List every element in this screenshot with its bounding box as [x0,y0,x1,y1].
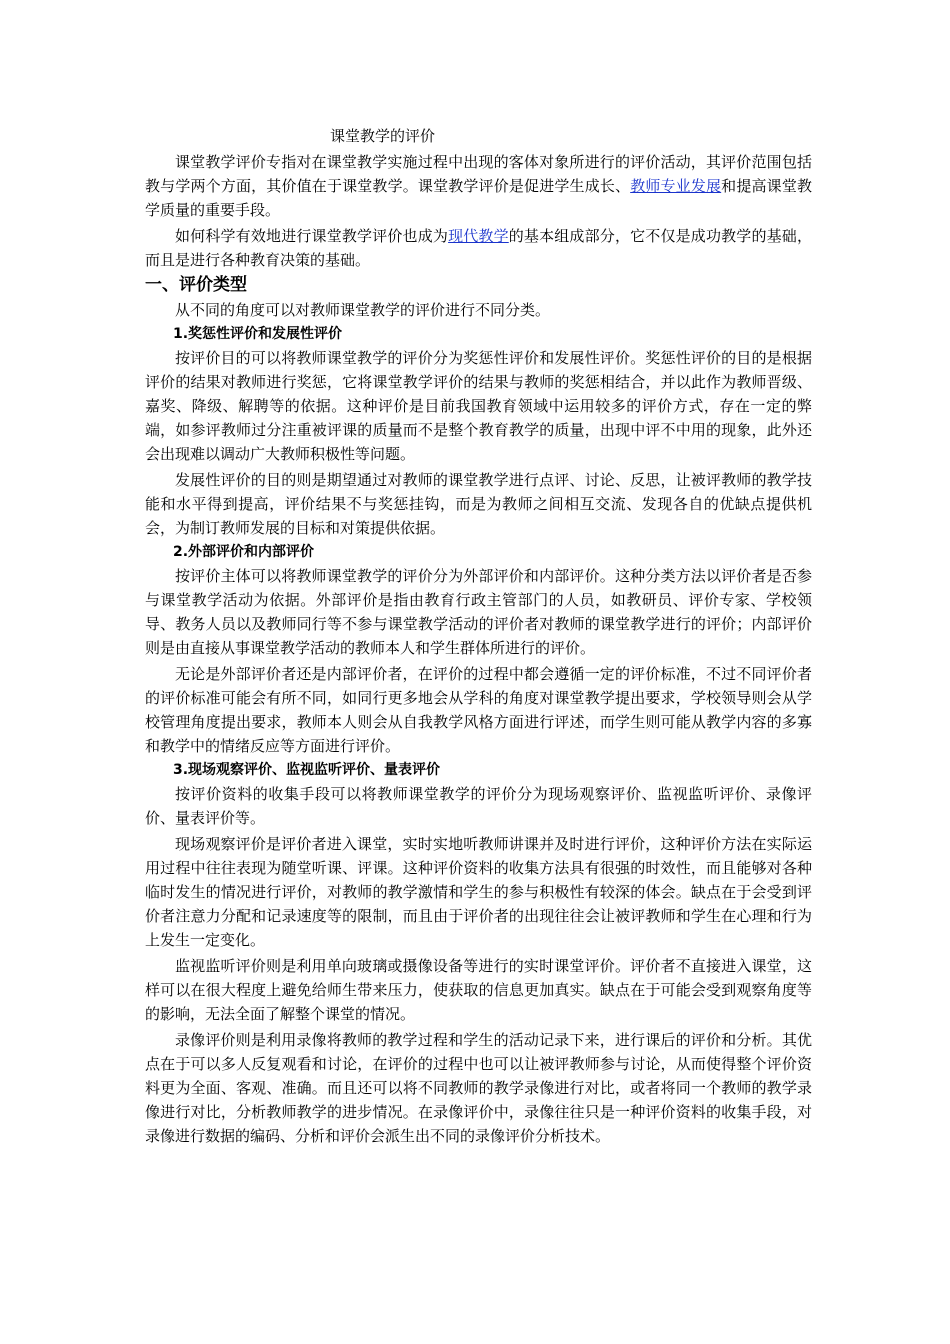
link-modern-teaching[interactable]: 现代教学 [448,227,509,245]
paragraph: 按评价资料的收集手段可以将教师课堂教学的评价分为现场观察评价、监视监听评价、录像评价、量表评价等。 [145,785,812,827]
intro-paragraph-1 [145,150,812,222]
paragraph: 发展性评价的目的则是期望通过对教师的课堂教学进行点评、讨论、反思，让被评教师的教学技能和水平得到提高，评价结果不与奖惩挂钩，而是为教师之间相互交流、发现各自的优缺点提供机会，为制订教师发展的目标和对策提供依据。 [145,471,812,537]
section-lead-paragraph: 从不同的角度可以对教师课堂教学的评价进行不同分类。 [175,301,551,319]
subsection-heading-3: 3.现场观察评价、监视监听评价、量表评价 [173,762,441,778]
intro-text: 课堂教学评价专指对在课堂教学实施过程中出现的客体对象所进行的评价活动，其评价范围包括教与学两个方面，其价值在于课堂教学。课堂教学评价是促进学生成长、 [145,153,812,195]
subsection-heading-1: 1.奖惩性评价和发展性评价 [173,326,343,342]
intro-text: 的基本组成部分，它不仅是成功教学的基础，而且是进行各种教育决策的基础。 [145,227,812,269]
document-page [145,124,812,1148]
paragraph: 现场观察评价是评价者进入课堂，实时实地听教师讲课并及时进行评价，这种评价方法在实际运用过程中往往表现为随堂听课、评课。这种评价资料的收集方法具有很强的时效性，而且能够对各种临时发生的情况进行评价，对教师的教学激情和学生的参与积极性有较深的体会。缺点在于会受到评价者注意力分配和记录速度等的限制，而且由于评价者的出现往往会让被评教师和学生在心理和行为上发生一定变化。 [145,835,812,949]
paragraph: 按评价主体可以将教师课堂教学的评价分为外部评价和内部评价。这种分类方法以评价者是否参与课堂教学活动为依据。外部评价是指由教育行政主管部门的人员，如教研员、评价专家、学校领导、教务人员以及教师同行等不参与课堂教学活动的评价者对教师的课堂教学进行的评价；内部评价则是由直接从事课堂教学活动的教师本人和学生群体所进行的评价。 [145,567,812,657]
intro-paragraph-2 [145,224,812,272]
paragraph: 录像评价则是利用录像将教师的教学过程和学生的活动记录下来，进行课后的评价和分析。其优点在于可以多人反复观看和讨论，在评价的过程中也可以让被评教师参与讨论，从而使得整个评价资料更为全面、客观、准确。而且还可以将不同教师的教学录像进行对比，或者将同一个教师的教学录像进行对比，分析教师教学的进步情况。在录像评价中，录像往往只是一种评价资料的收集手段，对录像进行数据的编码、分析和评价会派生出不同的录像评价分析技术。 [145,1031,812,1145]
link-teacher-professional-development[interactable]: 教师专业发展 [630,177,722,195]
paragraph: 无论是外部评价者还是内部评价者，在评价的过程中都会遵循一定的评价标准，不过不同评价者的评价标准可能会有所不同，如同行更多地会从学科的角度对课堂教学提出要求，学校领导则会从学校管理角度提出要求，教师本人则会从自我教学风格方面进行评述，而学生则可能从教学内容的多寡和教学中的情绪反应等方面进行评价。 [145,665,812,755]
subsection-heading-2: 2.外部评价和内部评价 [173,544,315,560]
section-heading-evaluation-types: 一、评价类型 [145,275,247,295]
paragraph: 按评价目的可以将教师课堂教学的评价分为奖惩性评价和发展性评价。奖惩性评价的目的是根据评价的结果对教师进行奖惩，它将课堂教学评价的结果与教师的奖惩相结合，并以此作为教师晋级、嘉奖、降级、解聘等的依据。这种评价是目前我国教育领域中运用较多的评价方式，存在一定的弊端，如参评教师过分注重被评课的质量而不是整个教育教学的质量，出现中评不中用的现象，此外还会出现难以调动广大教师积极性等问题。 [145,349,812,463]
intro-text: 和提高课堂教学质量的重要手段。 [145,177,812,219]
intro-text: 如何科学有效地进行课堂教学评价也成为 [175,227,449,245]
paragraph: 监视监听评价则是利用单向玻璃或摄像设备等进行的实时课堂评价。评价者不直接进入课堂，这样可以在很大程度上避免给师生带来压力，使获取的信息更加真实。缺点在于可能会受到观察角度等的影响，无法全面了解整个课堂的情况。 [145,957,812,1023]
document-title: 课堂教学的评价 [330,127,436,145]
